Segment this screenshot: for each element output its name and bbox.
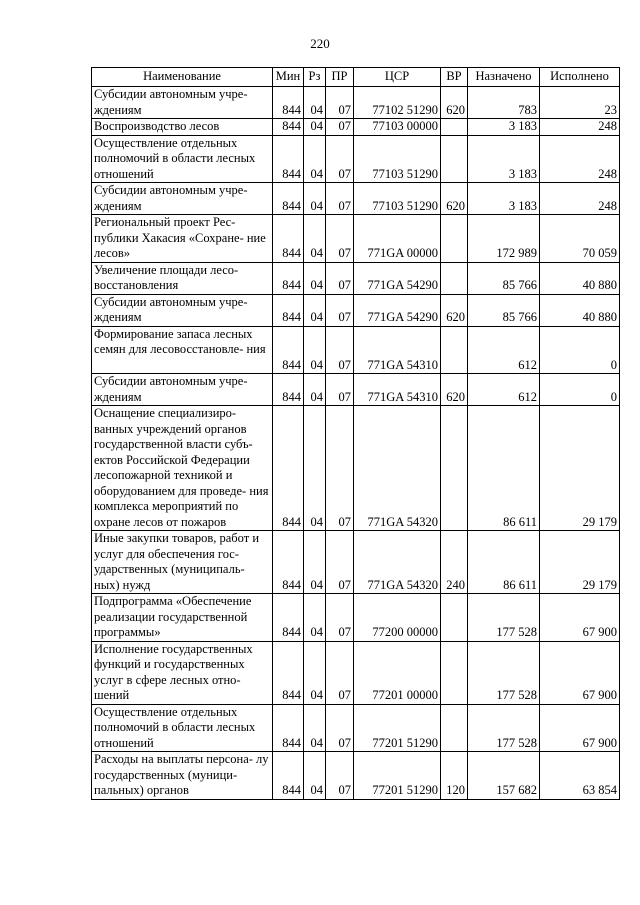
row-assigned: 177 528 (468, 641, 540, 704)
row-vr (441, 119, 468, 136)
row-rz: 04 (304, 262, 326, 294)
table-row (92, 374, 620, 406)
row-rz: 04 (304, 135, 326, 183)
header-min: Мин (273, 68, 304, 87)
row-pr: 07 (326, 135, 354, 183)
row-vr (441, 135, 468, 183)
row-pr: 07 (326, 294, 354, 326)
row-assigned: 3 183 (468, 119, 540, 136)
row-rz: 04 (304, 641, 326, 704)
header-row (92, 68, 620, 87)
row-vr (441, 262, 468, 294)
row-name: Осуществление отдельных полномочий в области лесных отношений (92, 704, 273, 752)
row-executed: 67 900 (540, 641, 620, 704)
row-min: 844 (273, 641, 304, 704)
row-executed: 70 059 (540, 215, 620, 263)
row-csr: 77102 51290 (354, 87, 441, 119)
row-csr: 77201 00000 (354, 641, 441, 704)
row-min: 844 (273, 87, 304, 119)
table-row (92, 87, 620, 119)
header-executed: Исполнено (540, 68, 620, 87)
row-vr (441, 406, 468, 531)
row-assigned: 86 611 (468, 531, 540, 594)
row-rz: 04 (304, 326, 326, 374)
row-csr: 77103 51290 (354, 135, 441, 183)
row-rz: 04 (304, 374, 326, 406)
row-pr: 07 (326, 594, 354, 642)
row-assigned: 177 528 (468, 704, 540, 752)
row-name: Воспроизводство лесов (92, 119, 273, 136)
row-min: 844 (273, 752, 304, 800)
row-executed: 248 (540, 183, 620, 215)
row-vr (441, 704, 468, 752)
row-executed: 248 (540, 119, 620, 136)
row-pr: 07 (326, 119, 354, 136)
row-executed: 63 854 (540, 752, 620, 800)
row-rz: 04 (304, 294, 326, 326)
row-csr: 771GA 54320 (354, 531, 441, 594)
row-pr: 07 (326, 326, 354, 374)
row-name: Подпрограмма «Обеспечение реализации государственной программы» (92, 594, 273, 642)
row-vr: 620 (441, 183, 468, 215)
table-row (92, 135, 620, 183)
row-pr: 07 (326, 406, 354, 531)
row-assigned: 86 611 (468, 406, 540, 531)
row-executed: 29 179 (540, 406, 620, 531)
row-vr: 240 (441, 531, 468, 594)
row-assigned: 172 989 (468, 215, 540, 263)
row-rz: 04 (304, 752, 326, 800)
row-assigned: 783 (468, 87, 540, 119)
row-pr: 07 (326, 262, 354, 294)
row-min: 844 (273, 262, 304, 294)
table-row (92, 294, 620, 326)
table-row (92, 704, 620, 752)
row-name: Региональный проект Рес- публики Хакасия «Сохране- ние лесов» (92, 215, 273, 263)
row-pr: 07 (326, 752, 354, 800)
row-name: Субсидии автономным учре- ждениям (92, 87, 273, 119)
row-csr: 771GA 54320 (354, 406, 441, 531)
row-name: Субсидии автономным учре- ждениям (92, 374, 273, 406)
row-min: 844 (273, 374, 304, 406)
row-vr (441, 594, 468, 642)
row-pr: 07 (326, 183, 354, 215)
row-min: 844 (273, 406, 304, 531)
row-min: 844 (273, 119, 304, 136)
row-rz: 04 (304, 594, 326, 642)
row-csr: 77201 51290 (354, 752, 441, 800)
table-row (92, 262, 620, 294)
row-vr: 620 (441, 374, 468, 406)
table-row (92, 641, 620, 704)
row-executed: 0 (540, 374, 620, 406)
row-csr: 771GA 54310 (354, 374, 441, 406)
row-assigned: 157 682 (468, 752, 540, 800)
row-csr: 771GA 54290 (354, 294, 441, 326)
table-body (92, 87, 620, 800)
row-min: 844 (273, 294, 304, 326)
row-vr (441, 641, 468, 704)
row-executed: 29 179 (540, 531, 620, 594)
row-csr: 771GA 54290 (354, 262, 441, 294)
row-executed: 0 (540, 326, 620, 374)
row-vr: 620 (441, 87, 468, 119)
table-row (92, 183, 620, 215)
row-name: Оснащение специализиро- ванных учреждений органов государственной власти субъ- ектов Российской Федерации лесопожарной техникой и оборудованием для проведе- ния комплекса мероприятий по охране лесов от пожаров (92, 406, 273, 531)
row-executed: 23 (540, 87, 620, 119)
row-min: 844 (273, 594, 304, 642)
row-csr: 771GA 54310 (354, 326, 441, 374)
page-number: 220 (310, 36, 330, 51)
row-rz: 04 (304, 406, 326, 531)
row-name: Увеличение площади лесо- восстановления (92, 262, 273, 294)
row-rz: 04 (304, 531, 326, 594)
row-name: Субсидии автономным учре- ждениям (92, 294, 273, 326)
table-row (92, 594, 620, 642)
header-pr: ПР (326, 68, 354, 87)
table-row (92, 752, 620, 800)
row-rz: 04 (304, 183, 326, 215)
row-csr: 77103 00000 (354, 119, 441, 136)
row-name: Осуществление отдельных полномочий в области лесных отношений (92, 135, 273, 183)
row-executed: 248 (540, 135, 620, 183)
row-min: 844 (273, 135, 304, 183)
header-name: Наименование (92, 68, 273, 87)
header-csr: ЦСР (354, 68, 441, 87)
row-rz: 04 (304, 704, 326, 752)
row-pr: 07 (326, 374, 354, 406)
header-rz: Рз (304, 68, 326, 87)
row-min: 844 (273, 326, 304, 374)
row-rz: 04 (304, 215, 326, 263)
table-row (92, 531, 620, 594)
row-assigned: 3 183 (468, 135, 540, 183)
row-vr: 120 (441, 752, 468, 800)
row-assigned: 612 (468, 326, 540, 374)
table-row (92, 406, 620, 531)
row-vr: 620 (441, 294, 468, 326)
row-assigned: 85 766 (468, 262, 540, 294)
row-min: 844 (273, 531, 304, 594)
row-name: Расходы на выплаты персона- лу государственных (муници- пальных) органов (92, 752, 273, 800)
budget-table (91, 67, 620, 800)
row-assigned: 3 183 (468, 183, 540, 215)
row-pr: 07 (326, 531, 354, 594)
row-csr: 77103 51290 (354, 183, 441, 215)
row-vr (441, 215, 468, 263)
row-csr: 77201 51290 (354, 704, 441, 752)
row-name: Исполнение государственных функций и государственных услуг в сфере лесных отно- шений (92, 641, 273, 704)
row-rz: 04 (304, 87, 326, 119)
row-assigned: 177 528 (468, 594, 540, 642)
row-executed: 40 880 (540, 262, 620, 294)
row-min: 844 (273, 704, 304, 752)
row-csr: 771GA 00000 (354, 215, 441, 263)
table-row (92, 215, 620, 263)
row-executed: 67 900 (540, 704, 620, 752)
row-vr (441, 326, 468, 374)
row-min: 844 (273, 215, 304, 263)
row-assigned: 85 766 (468, 294, 540, 326)
row-name: Иные закупки товаров, работ и услуг для обеспечения гос- ударственных (муниципаль- ных) нужд (92, 531, 273, 594)
row-executed: 40 880 (540, 294, 620, 326)
row-pr: 07 (326, 704, 354, 752)
row-pr: 07 (326, 641, 354, 704)
table-row (92, 119, 620, 136)
row-rz: 04 (304, 119, 326, 136)
row-min: 844 (273, 183, 304, 215)
row-pr: 07 (326, 215, 354, 263)
row-csr: 77200 00000 (354, 594, 441, 642)
row-executed: 67 900 (540, 594, 620, 642)
row-pr: 07 (326, 87, 354, 119)
row-name: Субсидии автономным учре- ждениям (92, 183, 273, 215)
row-name: Формирование запаса лесных семян для лесовосстановле- ния (92, 326, 273, 374)
table-row (92, 326, 620, 374)
row-assigned: 612 (468, 374, 540, 406)
header-assigned: Назначено (468, 68, 540, 87)
header-vr: ВР (441, 68, 468, 87)
